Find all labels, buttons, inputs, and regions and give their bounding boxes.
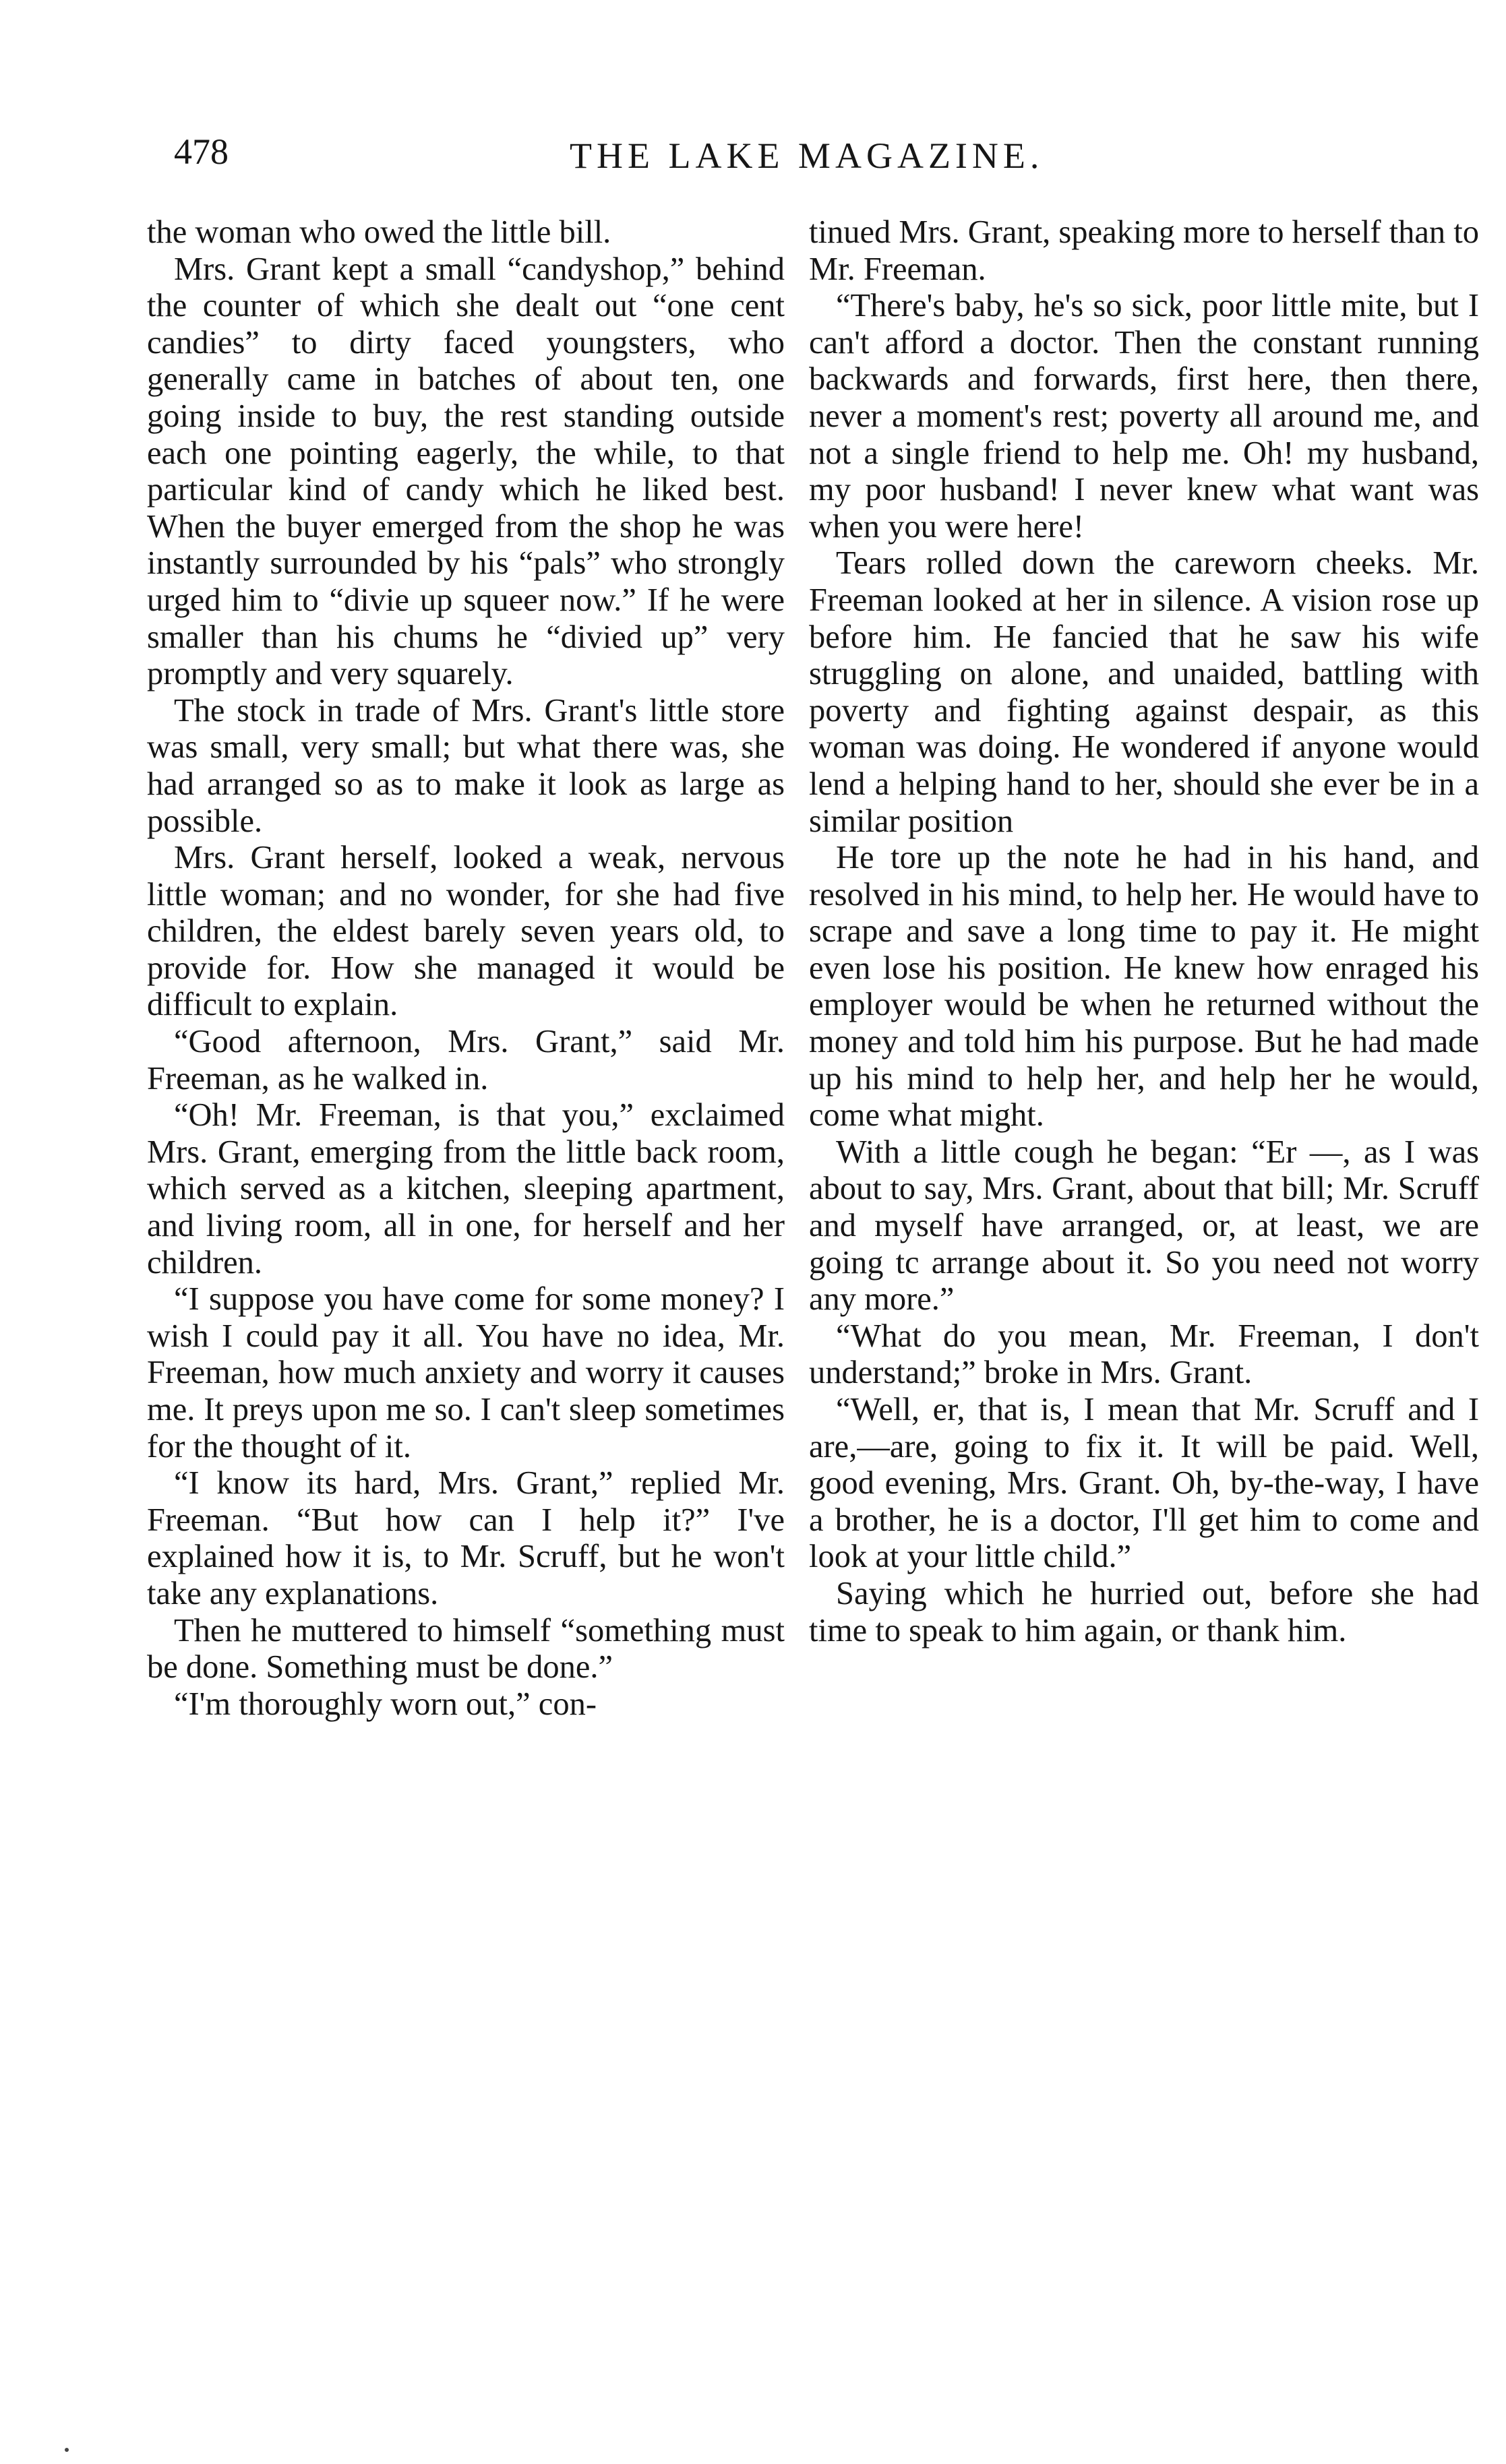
paragraph: “Good afternoon, Mrs. Grant,” said Mr. Freeman, as he walked in. <box>147 1024 785 1097</box>
paragraph: “Well, er, that is, I mean that Mr. Scruff and I are,—are, going to fix it. It will be paid. Well, good evening, Mrs. Grant. Oh, by-the-way, I have a brother, he is a doctor, I'll get him to come and look at your little child.” <box>809 1392 1479 1575</box>
paragraph: “I'm thoroughly worn out,” con- <box>174 1686 597 1722</box>
paragraph: The stock in trade of Mrs. Grant's little store was small, very small; but what there was, she had arranged so as to make it look as large as possible. <box>147 692 785 839</box>
paragraph: “What do you mean, Mr. Freeman, I don't understand;” broke in Mrs. Grant. <box>809 1318 1479 1391</box>
paragraph: tinued Mrs. Grant, speaking more to herself than to Mr. Freeman. <box>809 214 1480 287</box>
right-column <box>809 214 1479 1649</box>
paragraph: Tears rolled down the careworn cheeks. Mr. Freeman looked at her in silence. A vision rose up before him. He fancied that he saw his wife struggling on alone, and unaided, battling with poverty and fighting against despair, as this woman was doing. He wondered if anyone would lend a helping hand to her, should she ever be in a similar position <box>809 545 1479 839</box>
running-title: THE LAKE MAGAZINE. <box>570 135 1044 176</box>
paragraph: Mrs. Grant herself, looked a weak, nervous little woman; and no wonder, for she had five children, the eldest barely seven years old, to provide for. How she managed it would be difficult to explain. <box>147 840 785 1023</box>
paragraph: “I know its hard, Mrs. Grant,” replied Mr. Freeman. “But how can I help it?” I've explained how it is, to Mr. Scruff, but he won't take any explanations. <box>147 1465 785 1611</box>
left-column <box>147 214 785 1723</box>
paragraph: the woman who owed the little bill. <box>147 214 611 250</box>
page-number: 478 <box>174 131 229 172</box>
paragraph: “I suppose you have come for some money? I wish I could pay it all. You have no idea, Mr. Freeman, how much anxiety and worry it causes me. It preys upon me so. I can't sleep sometimes for the thought of it. <box>147 1281 785 1465</box>
paragraph: Then he muttered to himself “something must be done. Something must be done.” <box>147 1612 785 1686</box>
paragraph: “Oh! Mr. Freeman, is that you,” exclaimed Mrs. Grant, emerging from the little back room, which served as a kitchen, sleeping apartment, and living room, all in one, for herself and her children. <box>147 1097 785 1281</box>
paragraph: Saying which he hurried out, before she had time to speak to him again, or thank him. <box>809 1575 1479 1649</box>
paragraph: “There's baby, he's so sick, poor little mite, but I can't afford a doctor. Then the constant running backwards and forwards, first here, then there, never a moment's rest; poverty all around me, and not a single friend to help me. Oh! my husband, my poor husband! I never knew what want was when you were here! <box>809 288 1479 545</box>
paragraph: He tore up the note he had in his hand, and resolved in his mind, to help her. He would have to scrape and save a long time to pay it. He might even lose his position. He knew how enraged his employer would be when he returned without the money and told him his purpose. But he had made up his mind to help her, and help her he would, come what might. <box>809 840 1479 1134</box>
paragraph: Mrs. Grant kept a small “candyshop,” behind the counter of which she dealt out “one cent candies” to dirty faced youngsters, who generally came in batches of about ten, one going inside to buy, the rest standing outside each one pointing eagerly, the while, to that particular kind of candy which he liked best. When the buyer emerged from the shop he was instantly surrounded by his “pals” who strongly urged him to “divie up squeer now.” If he were smaller than his chums he “divied up” very promptly and very squarely. <box>147 251 785 692</box>
ink-speck <box>65 2448 69 2452</box>
paragraph: With a little cough he began: “Er —, as I was about to say, Mrs. Grant, about that bill; Mr. Scruff and myself have arranged, or, at least, we are going tc arrange about it. So you need not worry any more.” <box>809 1134 1479 1318</box>
